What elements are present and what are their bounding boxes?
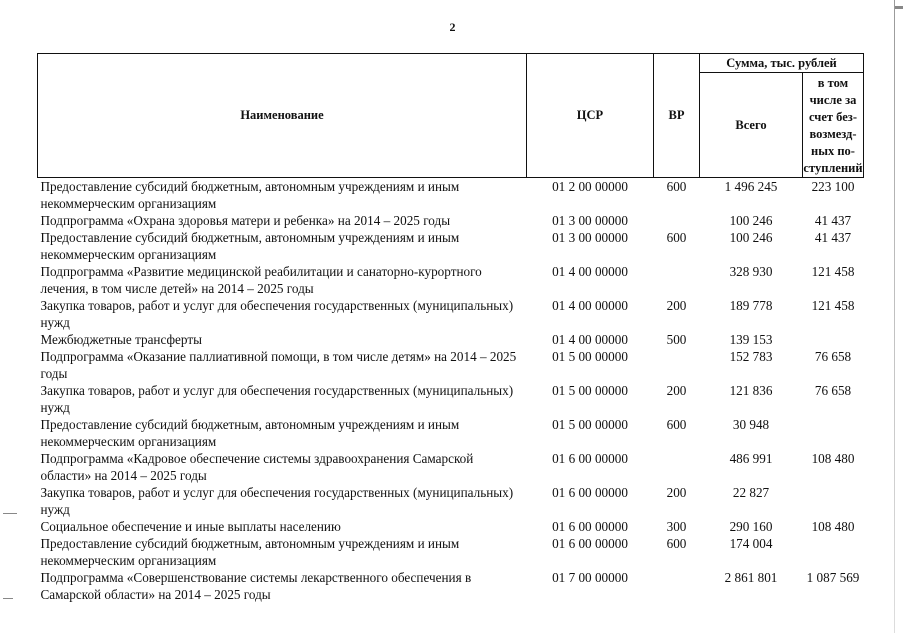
row-vr-cell: 600 [666, 417, 687, 432]
row-name-cell: Подпрограмма «Охрана здоровья матери и ребенка» на 2014 – 2025 годы [40, 213, 451, 228]
row-vr-cell: 500 [666, 332, 687, 347]
row-total-cell: 30 948 [732, 417, 770, 432]
budget-table [37, 53, 864, 607]
row-csr-cell: 01 5 00 00000 [552, 417, 628, 432]
row-name-cell: Подпрограмма «Совершенствование системы лекарственного обеспечения в Самарской области» на 2014 – 2025 годы [40, 570, 472, 602]
row-total-cell: 290 160 [729, 519, 773, 534]
page-number: 2 [449, 20, 456, 34]
row-gratis-cell: 108 480 [811, 519, 855, 534]
row-gratis-cell: 108 480 [811, 451, 855, 466]
row-total-cell: 189 778 [729, 298, 773, 313]
row-csr-cell: 01 6 00 00000 [552, 536, 628, 551]
row-csr-cell: 01 3 00 00000 [552, 230, 628, 245]
row-vr-cell: 200 [666, 383, 687, 398]
header-gratis: в том числе за счет без-возмезд-ных по-ступлений [803, 73, 864, 178]
row-gratis-cell [803, 416, 864, 450]
table-row [38, 178, 864, 213]
table-row [38, 229, 864, 263]
header-csr: ЦСР [527, 54, 654, 178]
row-csr-cell: 01 6 00 00000 [552, 485, 628, 500]
row-total-cell: 152 783 [729, 349, 773, 364]
row-gratis-cell: 121 458 [811, 298, 855, 313]
row-gratis-cell [803, 484, 864, 518]
table-row [38, 518, 864, 535]
row-total-cell: 22 827 [732, 485, 770, 500]
row-vr-cell: 200 [666, 298, 687, 313]
row-vr-cell: 300 [666, 519, 687, 534]
row-csr-cell: 01 4 00 00000 [552, 298, 628, 313]
row-name-cell: Закупка товаров, работ и услуг для обеспечения государственных (муниципальных) нужд [40, 485, 514, 517]
row-vr-cell: 200 [666, 485, 687, 500]
row-csr-cell: 01 4 00 00000 [552, 332, 628, 347]
table-row [38, 484, 864, 518]
row-name-cell: Закупка товаров, работ и услуг для обеспечения государственных (муниципальных) нужд [40, 383, 514, 415]
row-csr-cell: 01 3 00 00000 [552, 213, 628, 228]
table-row [38, 382, 864, 416]
row-vr-cell [654, 263, 700, 297]
row-total-cell: 100 246 [729, 230, 773, 245]
row-vr-cell [654, 212, 700, 229]
row-vr-cell: 600 [666, 230, 687, 245]
scan-edge-line [894, 0, 895, 633]
row-name-cell: Предоставление субсидий бюджетным, автономным учреждениям и иным некоммерческим организациям [40, 417, 460, 449]
table-body [38, 178, 864, 608]
row-name-cell: Подпрограмма «Кадровое обеспечение системы здравоохранения Самарской области» на 2014 – 2025 годы [40, 451, 474, 483]
row-gratis-cell: 76 658 [814, 383, 852, 398]
scan-speck [895, 6, 903, 9]
row-csr-cell: 01 5 00 00000 [552, 383, 628, 398]
row-gratis-cell: 223 100 [811, 179, 855, 194]
row-total-cell: 174 004 [729, 536, 773, 551]
row-name-cell: Предоставление субсидий бюджетным, автономным учреждениям и иным некоммерческим организациям [40, 179, 460, 211]
row-csr-cell: 01 6 00 00000 [552, 451, 628, 466]
table-header [38, 54, 864, 178]
scan-speck [3, 598, 13, 599]
row-name-cell: Предоставление субсидий бюджетным, автономным учреждениям и иным некоммерческим организациям [40, 230, 460, 262]
table-row [38, 297, 864, 331]
row-csr-cell: 01 7 00 00000 [552, 570, 628, 585]
row-csr-cell: 01 4 00 00000 [552, 264, 628, 279]
table-row [38, 450, 864, 484]
table-row [38, 416, 864, 450]
row-gratis-cell: 121 458 [811, 264, 855, 279]
scan-speck [3, 513, 17, 514]
row-gratis-cell: 41 437 [814, 230, 852, 245]
row-vr-cell [654, 348, 700, 382]
row-name-cell: Подпрограмма «Оказание паллиативной помощи, в том числе детям» на 2014 – 2025 годы [40, 349, 517, 381]
row-name-cell: Подпрограмма «Развитие медицинской реабилитации и санаторно-курортного лечения, в том числе детей» на 2014 – 2025 годы [40, 264, 482, 296]
row-csr-cell: 01 2 00 00000 [552, 179, 628, 194]
row-vr-cell: 600 [666, 179, 687, 194]
row-gratis-cell [803, 331, 864, 348]
table-row [38, 331, 864, 348]
row-gratis-cell: 1 087 569 [806, 570, 860, 585]
table-row [38, 348, 864, 382]
table-row [38, 212, 864, 229]
row-vr-cell [654, 450, 700, 484]
row-gratis-cell [803, 535, 864, 569]
table-row [38, 263, 864, 297]
row-total-cell: 1 496 245 [724, 179, 778, 194]
row-name-cell: Закупка товаров, работ и услуг для обеспечения государственных (муниципальных) нужд [40, 298, 514, 330]
header-total: Всего [700, 73, 803, 178]
row-total-cell: 121 836 [729, 383, 773, 398]
row-vr-cell: 600 [666, 536, 687, 551]
row-total-cell: 328 930 [729, 264, 773, 279]
header-vr: ВР [654, 54, 700, 178]
row-total-cell: 2 861 801 [724, 570, 778, 585]
row-total-cell: 139 153 [729, 332, 773, 347]
row-csr-cell: 01 6 00 00000 [552, 519, 628, 534]
row-total-cell: 486 991 [729, 451, 773, 466]
row-total-cell: 100 246 [729, 213, 773, 228]
header-sum-group: Сумма, тыс. рублей [700, 54, 864, 73]
row-name-cell: Социальное обеспечение и иные выплаты населению [40, 519, 341, 534]
row-gratis-cell: 76 658 [814, 349, 852, 364]
row-csr-cell: 01 5 00 00000 [552, 349, 628, 364]
header-name: Наименование [38, 54, 527, 178]
row-name-cell: Предоставление субсидий бюджетным, автономным учреждениям и иным некоммерческим организациям [40, 536, 460, 568]
row-vr-cell [654, 569, 700, 607]
row-name-cell: Межбюджетные трансферты [40, 332, 202, 347]
table-row [38, 569, 864, 607]
table-row [38, 535, 864, 569]
row-gratis-cell: 41 437 [814, 213, 852, 228]
